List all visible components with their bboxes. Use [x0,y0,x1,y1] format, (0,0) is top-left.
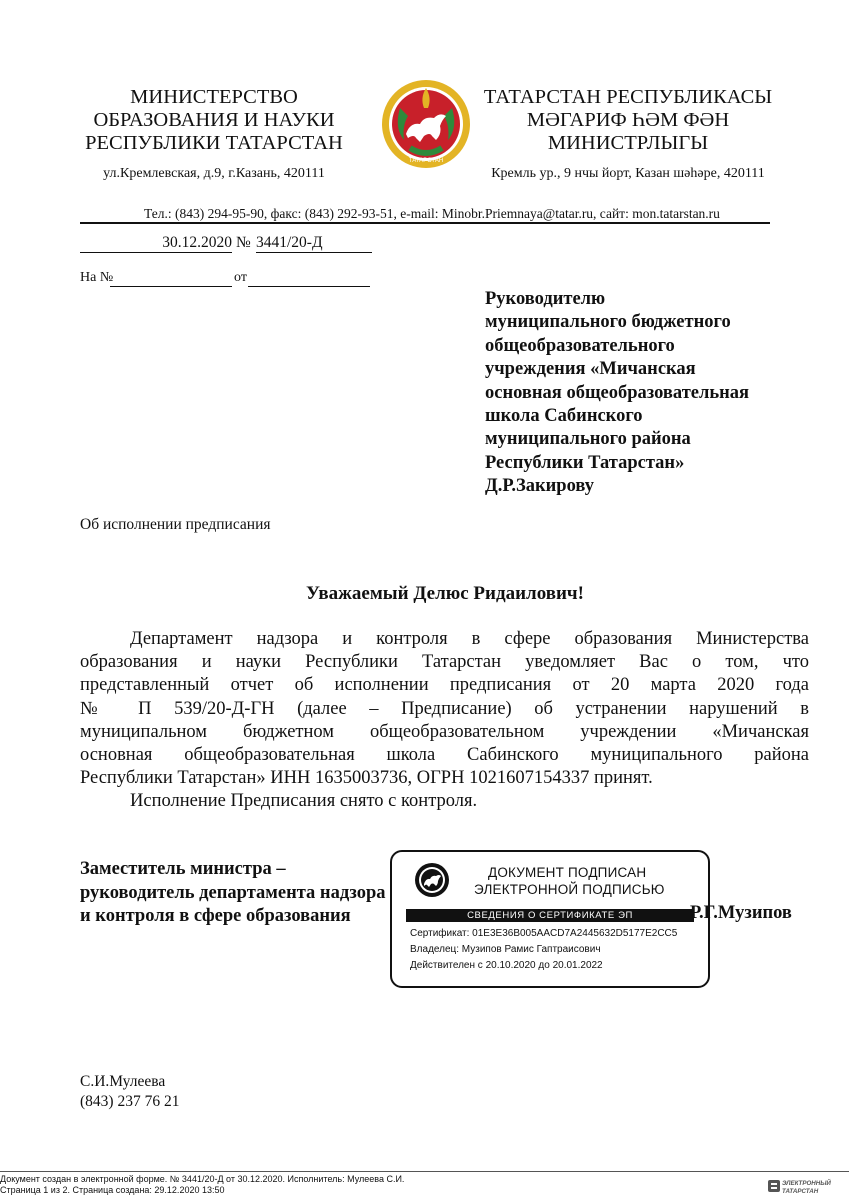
signer-title-line: Заместитель министра – [80,859,286,879]
addressee-line: муниципального района [485,429,691,450]
addressee-line: муниципального бюджетного [485,312,731,333]
electronic-tatarstan-logo [768,1176,838,1196]
body-line: Исполнение Предписания снято с контроля. [130,791,478,812]
registration-number: 3441/20-Д [256,234,372,253]
address-tatar: Кремль ур., 9 нчы йорт, Казан шәһәре, 420111 [491,166,765,181]
ministry-name-line: ТАТАРСТАН РЕСПУБЛИКАСЫ [483,86,773,108]
addressee-line: Руководителю [485,289,606,309]
signer-title-line: руководитель департамента надзора [80,882,386,903]
body-line: основная общеобразовательная школа Сабинского муниципального района [80,745,809,766]
address-russian: ул.Кремлевская, д.9, г.Казань, 420111 [103,166,325,181]
body-line: представленный отчет об исполнении предписания от 20 марта 2020 года [80,675,809,696]
reference-date-blank [248,270,370,287]
ministry-name-line: МИНИСТЕРСТВО [130,86,298,108]
certificate-number: Сертификат: 01E3E36B005AACD7A2445632D5177E2CC5 [410,928,678,939]
executor-name: С.И.Мулеева [80,1073,166,1090]
logo-text-line: ЭЛЕКТРОННЫЙ [782,1180,831,1187]
registration-row [0,234,849,256]
footer-line: Документ создан в электронной форме. № 3441/20-Д от 30.12.2020. Исполнитель: Мулеева С.И. [0,1174,405,1184]
footer-line: Страница 1 из 2. Страница создана: 29.12.2020 13:50 [0,1185,225,1195]
executor-phone: (843) 237 76 21 [80,1093,180,1110]
addressee-line: общеобразовательного [485,335,675,356]
signer-name: Р.Г.Музипов [690,903,792,923]
tatarstan-emblem-icon [380,78,472,170]
body-line: образования и науки Республики Татарстан уведомляет Вас о том, что [80,652,809,673]
logo-text-line: ТАТАРСТАН [782,1188,819,1195]
signer-title-line: и контроля в сфере образования [80,906,351,926]
addressee-line: основная общеобразовательная [485,382,750,403]
ministry-name-line: МӘГАРИФ ҺӘМ ФӘН [526,109,730,131]
letter-subject: Об исполнении предписания [80,516,271,533]
electronic-signature-stamp [390,850,710,988]
stamp-title-line: ЭЛЕКТРОННОЙ ПОДПИСЬЮ [474,882,665,897]
addressee-line: школа Сабинского [485,406,643,427]
ministry-name-line: РЕСПУБЛИКИ ТАТАРСТАН [85,132,343,154]
footer-info [0,1174,404,1196]
header-divider [80,222,770,224]
reference-number-label: На № [80,270,114,285]
addressee-line: Д.Р.Закирову [485,476,594,497]
emblem-stamp-icon [414,862,450,898]
ministry-name-line: ОБРАЗОВАНИЯ И НАУКИ [93,109,335,131]
certificate-validity: Действителен с 20.10.2020 до 20.01.2022 [410,960,603,971]
addressee-block [485,288,795,499]
letter-body [80,628,809,814]
body-line: Департамент надзора и контроля в сфере образования Министерства [130,629,809,649]
emblem-ribbon-text: ТАТАРСТАН [408,158,444,164]
ministry-name-tatar [480,86,776,155]
body-line: муниципальном бюджетном общеобразовательном учреждении «Мичанская [80,721,809,742]
executor-block [80,1072,179,1112]
reference-date-label: от [234,270,247,285]
contacts-line: Тел.: (843) 294-95-90, факс: (843) 292-93-51, e-mail: Minobr.Priemnaya@tatar.ru, сайт: mon.tatarstan.ru [144,206,720,221]
stamp-title [460,864,700,898]
ministry-name-line: МИНИСТРЛЫГЫ [547,132,709,154]
salutation: Уважаемый Делюс Ридаилович! [306,583,584,604]
stamp-title-line: ДОКУМЕНТ ПОДПИСАН [488,865,647,880]
certificate-owner: Владелец: Музипов Рамис Гаптраисович [410,944,601,955]
certificate-info-bar: СВЕДЕНИЯ О СЕРТИФИКАТЕ ЭП [406,909,694,922]
signer-title [80,858,386,929]
body-line: № П 539/20-Д-ГН (далее – Предписание) об устранении нарушений в [80,698,809,719]
footer-divider [0,1171,849,1172]
reference-number-blank [110,270,232,287]
body-line: Республики Татарстан» ИНН 1635003736, ОГРН 1021607154337 принят. [80,768,653,789]
addressee-line: Республики Татарстан» [485,452,685,473]
registration-number-label: № [236,234,251,251]
addressee-line: учреждения «Мичанская [485,359,696,380]
registration-date: 30.12.2020 [80,234,232,253]
ministry-name-russian [60,86,368,155]
